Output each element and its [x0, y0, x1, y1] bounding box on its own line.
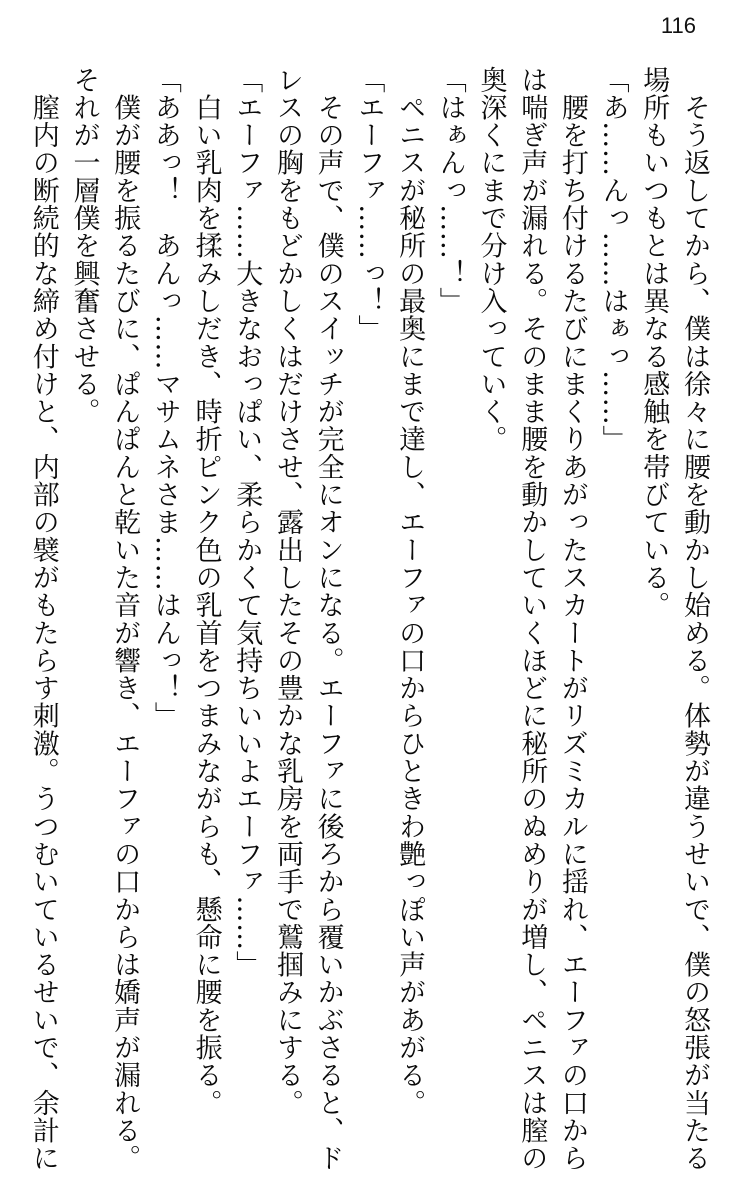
- text-line: 「ああっ！ あんっ……マサムネさま……はんっ！」: [149, 66, 181, 730]
- vertical-text-body: [22, 66, 714, 1176]
- text-line: それが一層僕を興奮させる。: [68, 66, 100, 426]
- text-line: 白い乳肉を揉みしだき、時折ピンク色の乳首をつまみながらも、懸命に腰を振る。: [190, 66, 222, 1117]
- text-line: 「はぁんっ……！」: [434, 66, 466, 315]
- text-line: 「あ……んっ……はぁっ……」: [597, 66, 629, 454]
- text-line: その声で、僕のスイッチが完全にオンになる。エーファに後ろから覆いかぶさると、ド: [312, 66, 344, 1172]
- text-line: 膣内の断続的な締め付けと、内部の襞がもたらす刺激。うつむいているせいで、余計に: [27, 66, 59, 1172]
- text-line: 腰を打ち付けるたびにまくりあがったスカートがリズミカルに揺れ、エーファの口から: [556, 66, 588, 1172]
- text-line: 僕が腰を振るたびに、ぱんぱんと乾いた音が響き、エーファの口からは嬌声が漏れる。: [109, 66, 141, 1172]
- text-line: 「エーファ……大きなおっぱい、柔らかくて気持ちいいよエーファ……」: [231, 66, 263, 979]
- text-line: 場所もいつもとは異なる感触を帯びている。: [638, 66, 670, 619]
- page-number: 116: [660, 13, 696, 38]
- text-line: 奥深くにまで分け入っていく。: [475, 66, 507, 454]
- text-line: レスの胸をもどかしくはだけさせ、露出したその豊かな乳房を両手で鷲掴みにする。: [271, 66, 303, 1117]
- text-line: 「エーファ……っ！」: [353, 66, 385, 343]
- text-line: ペニスが秘所の最奥にまで達し、エーファの口からひときわ艶っぽい声があがる。: [394, 66, 426, 1117]
- text-line: そう返してから、僕は徐々に腰を動かし始める。体勢が違うせいで、僕の怒張が当たる: [679, 66, 710, 1172]
- text-line: は喘ぎ声が漏れる。そのまま腰を動かしていくほどに秘所のぬめりが増し、ペニスは膣の: [516, 66, 548, 1172]
